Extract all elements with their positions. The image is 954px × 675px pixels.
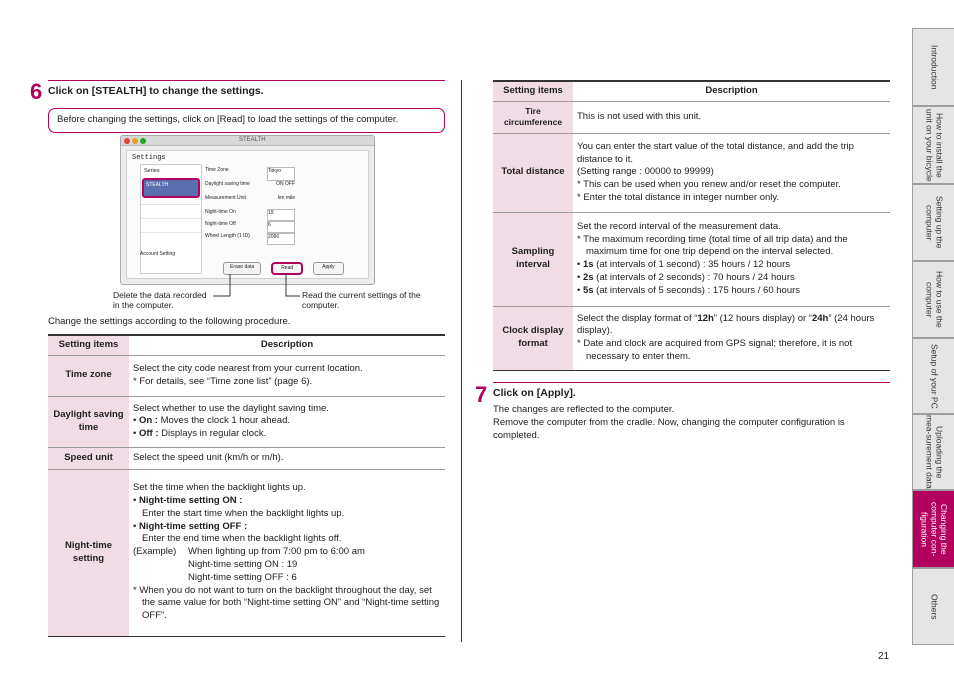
minimize-dot-icon (132, 138, 138, 144)
tab-label: Introduction (929, 44, 940, 90)
example-lines (188, 546, 365, 584)
table-row (48, 396, 445, 447)
desc-note: * This can be used when you renew and/or reset the computer. (577, 179, 841, 191)
bullet-key: 1s (582, 259, 594, 271)
row-value[interactable]: km mile (277, 195, 295, 201)
settings-form (205, 167, 295, 245)
desc-note: * Date and clock are acquired from GPS signal; therefore, it is not necessary to enter them. (577, 338, 853, 363)
stealth-settings-screenshot (120, 135, 375, 285)
tab-how-to-use[interactable] (912, 261, 954, 338)
table-header-row (48, 335, 445, 355)
desc-speed-unit: Select the speed unit (km/h or m/h). (129, 447, 445, 469)
bullet-text: Enter the start time when the backlight lights up. (142, 507, 345, 519)
desc-note: * Enter the total distance in integer number only. (577, 191, 780, 203)
settings-panel (126, 150, 369, 279)
tab-others[interactable] (912, 568, 954, 645)
table-header-row (493, 81, 890, 101)
body-line: Remove the computer from the cradle. Now, changing the computer configuration is completed. (493, 416, 845, 441)
tab-label: Setup of your PC (929, 343, 940, 409)
step-7-number: 7 (475, 382, 488, 407)
bullet-key: 5s (582, 284, 594, 296)
bullet-key: On : (138, 415, 158, 427)
bullet-item: • 1s (at intervals of 1 second) : 35 hours / 12 hours (577, 259, 790, 271)
desc-note: * When you do not want to turn on the backlight throughout the day, set the same value for both “Night-time setting ON” and “Night-time setting OFF”. (133, 584, 440, 622)
window-title: STEALTH (239, 137, 266, 143)
read-callout: Read the current settings of the computer. (302, 290, 421, 311)
form-row (205, 233, 295, 245)
desc-line: Select whether to use the daylight saving time. (133, 402, 329, 414)
erase-data-callout: Delete the data recorded in the computer. (113, 290, 207, 311)
bullet-text: Displays in regular clock. (158, 428, 267, 440)
bullet-text: Moves the clock 1 hour ahead. (157, 415, 290, 427)
read-button[interactable]: Read (271, 262, 303, 275)
item-time-zone: Time zone (48, 355, 129, 396)
row-value[interactable]: 2096 (267, 233, 295, 245)
item-sampling-interval: Sampling interval (493, 212, 573, 306)
tab-label: Others (929, 593, 940, 620)
tab-install-unit[interactable] (912, 106, 954, 184)
desc-daylight-saving (129, 396, 445, 447)
row-label: Night-time Off (205, 221, 236, 227)
close-dot-icon (124, 138, 130, 144)
body-line: The changes are reflected to the computer. (493, 404, 675, 415)
form-row (205, 195, 295, 209)
form-row (205, 221, 295, 233)
example-line: When lighting up from 7:00 pm to 6:00 am (188, 546, 365, 558)
series-label: Series (144, 168, 160, 174)
text-run: Select the display format of “ (577, 312, 698, 324)
tab-changing-configuration[interactable] (912, 490, 954, 568)
step-6-heading: Click on [STEALTH] to change the settings. (48, 80, 445, 98)
item-night-time: Night-time setting (48, 469, 129, 636)
row-label: Measurement Unit (205, 195, 246, 201)
table-row (48, 469, 445, 636)
row-value[interactable]: Tokyo (267, 167, 295, 181)
window-titlebar (121, 136, 374, 146)
desc-line: You can enter the start value of the total distance, and add the trip distance to it. (577, 140, 854, 165)
tab-label: How to install the unit on your bicycle (924, 108, 945, 182)
bullet-key: Night-time setting ON : (138, 494, 243, 506)
settings-table-right (493, 80, 890, 371)
desc-note: * The maximum recording time (total time of all trip data) and the maximum time for one trip depend on the interval selected. (577, 233, 848, 258)
form-row (205, 181, 295, 195)
page-number: 21 (878, 651, 890, 662)
desc-line: Select the city code nearest from your current location. (133, 363, 363, 374)
header-setting-items: Setting items (48, 335, 129, 355)
row-value[interactable]: ON OFF (276, 181, 295, 187)
item-daylight-saving: Daylight saving time (48, 396, 129, 447)
row-label: Night-time On (205, 209, 236, 215)
row-value[interactable]: 6 (267, 221, 295, 233)
tab-setting-up-computer[interactable] (912, 184, 954, 261)
row-value[interactable]: 19 (267, 209, 295, 221)
device-name: STEALTH (146, 182, 169, 189)
tab-label: Setting up the computer (924, 196, 945, 249)
bullet-item: • 2s (at intervals of 2 seconds) : 70 hours / 24 hours (577, 272, 795, 284)
table-row (48, 355, 445, 396)
desc-line: Set the record interval of the measurement data. (577, 220, 781, 232)
form-row (205, 209, 295, 221)
bullet-text: Enter the end time when the backlight lights off. (142, 533, 342, 545)
format-12h: 12h (697, 312, 714, 324)
read-settings-note: Before changing the settings, click on [Read] to load the settings of the computer. (48, 108, 445, 133)
procedure-intro: Change the settings according to the following procedure. (48, 316, 291, 327)
row-label: Wheel Length (1 ID) (205, 233, 250, 239)
tab-introduction[interactable] (912, 28, 954, 106)
example-line: Night-time setting ON : 19 (188, 559, 298, 571)
tab-setup-pc[interactable] (912, 338, 954, 414)
text-run: ” (12 hours display) or “ (713, 312, 812, 324)
item-clock-display-format: Clock display format (493, 306, 573, 370)
bullet-item: • 5s (at intervals of 5 seconds) : 175 hours / 60 hours (577, 284, 801, 296)
erase-data-button[interactable]: Erase data (223, 262, 261, 275)
item-tire-circumference: Tire circumference (493, 101, 573, 133)
text-run: ” (24 hours display). (577, 312, 875, 337)
desc-line: Set the time when the backlight lights up. (133, 482, 306, 494)
list-slot (141, 232, 201, 246)
header-setting-items: Setting items (493, 81, 573, 101)
header-description: Description (573, 81, 890, 101)
bullet-item: • Night-time setting ON : (133, 494, 243, 506)
example-block (133, 546, 441, 584)
desc-note: * For details, see “Time zone list” (page 6). (133, 375, 313, 387)
bullet-key: Off : (138, 428, 159, 440)
bullet-item: • Off : Displays in regular clock. (133, 428, 267, 440)
desc-tire-circumference: This is not used with this unit. (573, 101, 890, 133)
bullet-text: (at intervals of 5 seconds) : 175 hours / 60 hours (593, 284, 801, 296)
settings-label: Settings (132, 154, 166, 162)
table-row (493, 133, 890, 212)
format-24h: 24h (811, 312, 829, 324)
desc-time-zone (129, 355, 445, 396)
example-line: Night-time setting OFF : 6 (188, 571, 297, 583)
list-slot (141, 204, 201, 218)
bullet-text: (at intervals of 1 second) : 35 hours / 12 hours (593, 259, 790, 271)
item-total-distance: Total distance (493, 133, 573, 212)
tab-label: How to use the computer (924, 271, 945, 328)
zoom-dot-icon (140, 138, 146, 144)
screenshot-button-row (223, 262, 344, 275)
account-setting-label: Account Setting (140, 251, 176, 257)
desc-sampling-interval (573, 212, 890, 306)
tab-label: Changing the computer con-figuration (919, 501, 950, 557)
form-row (205, 167, 295, 181)
item-speed-unit: Speed unit (48, 447, 129, 469)
table-row (493, 306, 890, 370)
row-label: Time Zone (205, 167, 229, 173)
list-slot (141, 218, 201, 232)
selected-device[interactable] (142, 178, 200, 198)
bullet-item: • Night-time setting OFF : (133, 520, 248, 532)
apply-button[interactable]: Apply (313, 262, 344, 275)
table-row (493, 212, 890, 306)
row-label: Daylight saving time (205, 181, 250, 187)
column-divider (461, 80, 462, 642)
example-label: (Example) (133, 546, 177, 558)
bullet-key: Night-time setting OFF : (138, 520, 248, 532)
desc-clock-display-format (573, 306, 890, 370)
bullet-item: • On : Moves the clock 1 hour ahead. (133, 415, 290, 427)
tab-uploading-data[interactable] (912, 414, 954, 490)
tab-label: Uploading the mea-surement data (924, 415, 945, 489)
desc-line (577, 313, 886, 339)
step-7-heading: Click on [Apply]. (493, 382, 890, 400)
bullet-text: (at intervals of 2 seconds) : 70 hours / 24 hours (593, 272, 795, 284)
step-6-number: 6 (30, 79, 43, 104)
table-row (48, 447, 445, 469)
desc-total-distance (573, 133, 890, 212)
step-7-body (493, 404, 890, 442)
desc-line: (Setting range : 00000 to 99999) (577, 166, 714, 178)
table-row (493, 101, 890, 133)
settings-table-left (48, 334, 445, 637)
desc-night-time (129, 469, 445, 636)
bullet-key: 2s (582, 272, 594, 284)
header-description: Description (129, 335, 445, 355)
